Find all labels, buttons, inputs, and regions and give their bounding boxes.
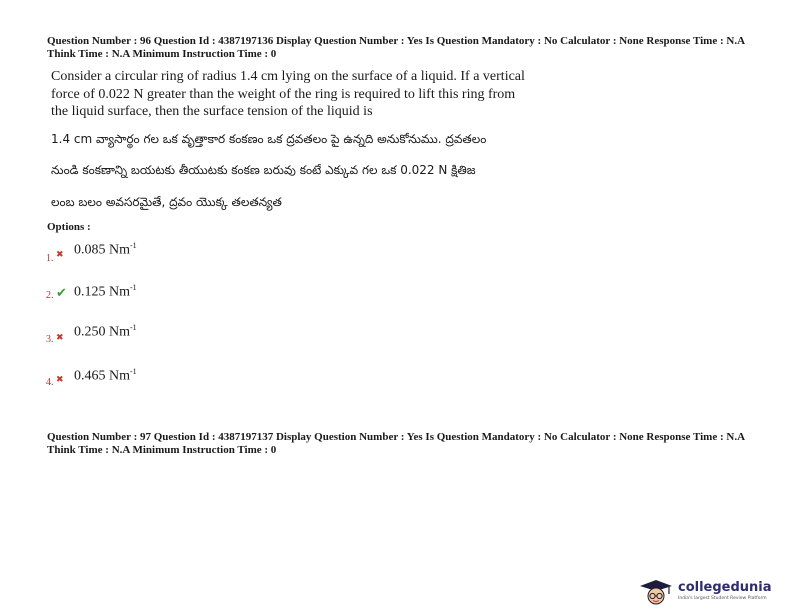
option-2 <box>46 282 246 302</box>
option-value: 0.465 $Nm^{-1}$ <box>74 367 137 384</box>
question-96-header: Question Number : 96 Question Id : 4387197136 Display Question Number : Yes Is Question Mandatory : No Calculator : None Response Time : N.A Think Time : N.A Minimum Instruction Time : 0 <box>47 35 745 60</box>
option-exponent: -1 <box>130 323 137 332</box>
question-text-telugu-line: లంబ బలం అవసరమైతే, ద్రవం యొక్క తలతన్యత <box>51 195 282 209</box>
option-number: 3. <box>46 334 54 345</box>
option-1 <box>46 240 246 264</box>
question-text-telugu-line: 1.4 cm వ్యాసార్థం గల ఒక వృత్తాకార కంకణం ఒక ద్రవతలం పై ఉన్నది అనుకోనుము. ద్రవతలం <box>51 132 487 146</box>
option-4 <box>46 367 246 387</box>
option-number: 2. <box>46 290 54 301</box>
cross-icon: ✖ <box>56 250 64 260</box>
option-value: 0.250 $Nm^{-1}$ <box>74 323 137 340</box>
cross-icon: ✖ <box>56 375 64 385</box>
question-text-line: Consider a circular ring of radius 1.4 cm lying on the surface of a liquid. If a vertical <box>51 69 525 84</box>
cross-icon: ✖ <box>56 333 64 343</box>
logo-wordmark: collegedunia <box>678 580 772 595</box>
option-value: 0.125 $Nm^{-1}$ <box>74 283 137 300</box>
option-value: 0.085 $Nm^{-1}$ <box>74 241 137 258</box>
option-exponent: -1 <box>130 241 137 250</box>
question-text-line: the liquid surface, then the surface tension of the liquid is <box>51 104 373 119</box>
logo-tagline: India's largest Student Review Platform <box>678 596 767 601</box>
collegedunia-logo <box>638 578 788 608</box>
option-3 <box>46 322 246 345</box>
option-number: 4. <box>46 377 54 388</box>
check-icon: ✔ <box>56 286 67 301</box>
question-97-header: Question Number : 97 Question Id : 4387197137 Display Question Number : Yes Is Question Mandatory : No Calculator : None Response Time : N.A Think Time : N.A Minimum Instruction Time : 0 <box>47 431 745 456</box>
question-text-line: force of 0.022 N greater than the weight of the ring is required to lift this ring from <box>51 86 516 102</box>
option-exponent: -1 <box>130 283 137 292</box>
question-text-telugu-line: నుండి కంకణాన్ని బయటకు తీయుటకు కంకణ బరువు కంటే ఎక్కువ గల ఒక 0.022 N క్షితిజ <box>51 163 476 177</box>
option-exponent: -1 <box>130 367 137 376</box>
options-label: Options : <box>47 221 91 233</box>
question-text-english <box>51 68 591 121</box>
option-number: 1. <box>46 253 54 264</box>
student-mascot-icon <box>638 578 674 608</box>
